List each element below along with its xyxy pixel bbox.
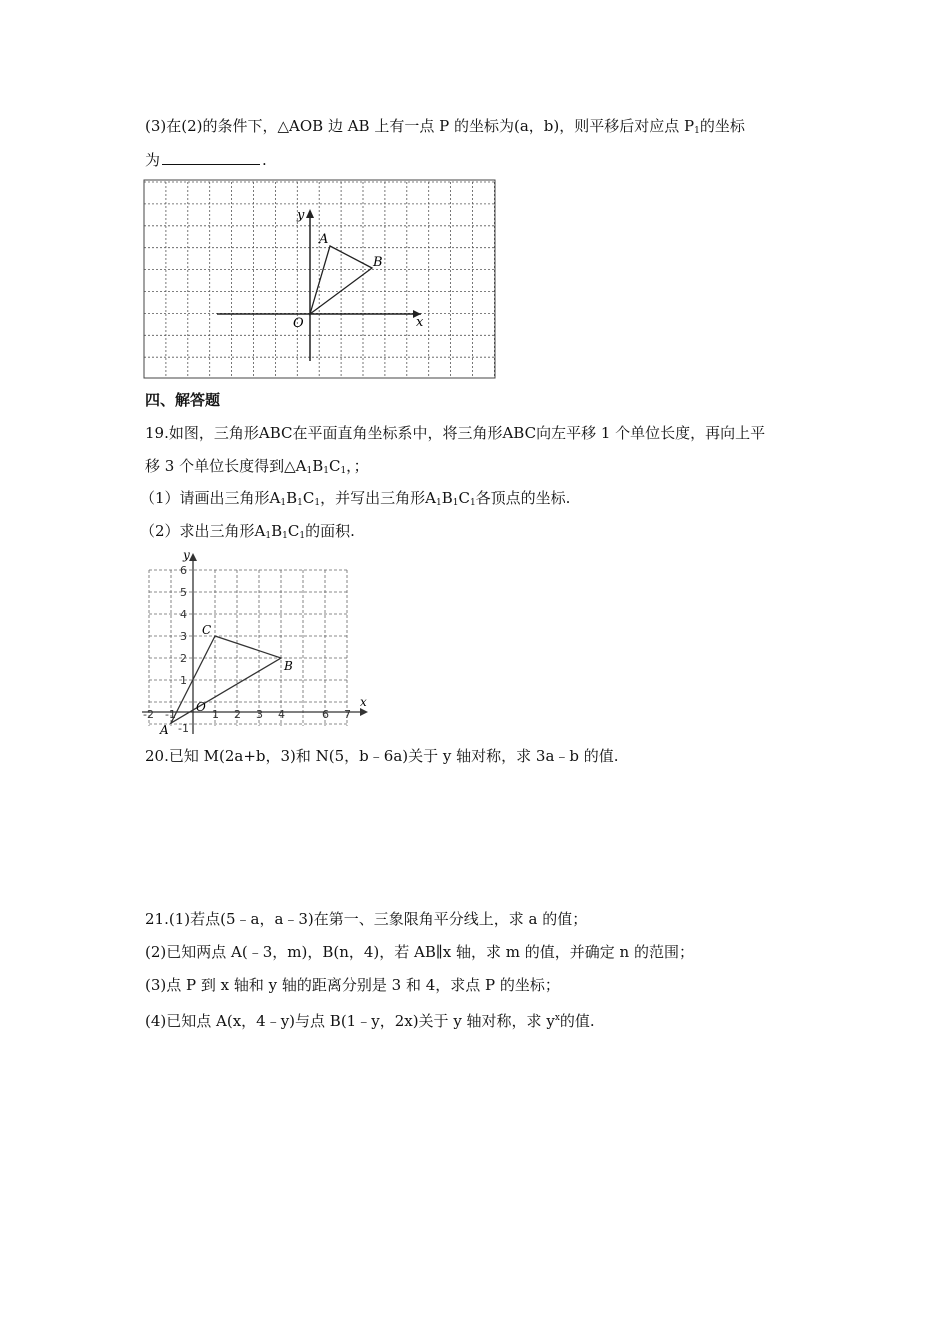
y-tick: 2: [180, 652, 187, 665]
x-tick-labels: [143, 708, 351, 721]
q19-part2: [140, 521, 355, 546]
point-a-label: A: [319, 232, 329, 247]
q19-part2-text: 的面积.: [305, 522, 355, 540]
subscript: 1: [280, 498, 287, 508]
triangle-abc: [171, 636, 281, 723]
x-tick: -1: [165, 708, 176, 721]
q19-part1-text: C: [302, 489, 315, 507]
subscript: 1: [265, 531, 272, 541]
q19-part1-text: ，并写出三角形A: [320, 489, 436, 507]
subscript: 1: [282, 531, 288, 541]
y-tick: 4: [180, 608, 187, 621]
subscript: 1: [452, 498, 459, 508]
superscript: x: [554, 1013, 560, 1023]
q18-text-end: 的坐标: [699, 117, 745, 135]
q18-subscript: 1: [694, 126, 700, 136]
answer-blank[interactable]: [162, 150, 260, 165]
subscript: 1: [306, 466, 313, 476]
section-title: 四、解答题: [145, 391, 221, 409]
q19-text: 移 3 个单位长度得到△A: [145, 457, 307, 475]
x-tick: 2: [234, 708, 241, 721]
q19-line2: [145, 456, 369, 481]
x-axis-label: x: [360, 695, 367, 709]
q19-part1-text: （1）请画出三角形A: [140, 489, 281, 507]
y-axis-label: y: [297, 208, 305, 223]
subscript: 1: [323, 466, 329, 476]
y-axis-label: y: [183, 548, 190, 562]
q19-part1-text: B: [286, 489, 298, 507]
q19-part1-text: B: [441, 489, 453, 507]
subscript: 1: [435, 498, 442, 508]
grid-lines: [149, 570, 347, 726]
q19-part1: [140, 488, 570, 513]
subscript: 1: [314, 498, 321, 508]
y-axis-arrow: [189, 553, 197, 561]
q21-part4-text-end: 的值.: [559, 1012, 595, 1030]
q18-text: (3)在(2)的条件下，△AOB 边 AB 上有一点 P 的坐标为(a，b)，则平移后对应点 P: [145, 117, 695, 135]
origin-label: O: [293, 316, 304, 331]
q21-part4-text: (4)已知点 A(x，4﹣y)与点 B(1﹣y，2x)关于 y 轴对称，求 y: [145, 1012, 555, 1030]
y-tick-labels: [178, 564, 189, 735]
y-tick: 3: [180, 630, 187, 643]
q20-text: 20.已知 M(2a+b，3)和 N(5，b﹣6a)关于 y 轴对称，求 3a﹣b 的值.: [145, 747, 619, 765]
q18-text-prefix: 为: [145, 151, 161, 169]
x-tick: 6: [322, 708, 329, 721]
x-axis-label: x: [416, 315, 424, 330]
q19-part1-text: 各顶点的坐标.: [475, 489, 571, 507]
q21-part3: (3)点 P 到 x 轴和 y 轴的距离分别是 3 和 4，求点 P 的坐标；: [145, 976, 560, 994]
x-axis-arrow: [360, 708, 368, 716]
point-c-label: C: [202, 623, 212, 637]
y-tick: 6: [180, 564, 187, 577]
y-tick: -1: [178, 722, 189, 735]
figure-triangle-abc: [140, 548, 372, 736]
q18-part3-line2: [145, 150, 267, 170]
origin-label: O: [196, 700, 206, 714]
q19-text: C: [328, 457, 341, 475]
y-tick: 1: [180, 674, 187, 687]
q19-part2-text: C: [287, 522, 300, 540]
y-axis-arrow: [306, 209, 314, 218]
figure-triangle-aob: [143, 179, 497, 380]
subscript: 1: [297, 498, 303, 508]
subscript: 1: [299, 531, 306, 541]
q18-part3-line1: [145, 116, 745, 141]
q19-part2-text: （2）求出三角形A: [140, 522, 266, 540]
x-tick: 3: [256, 708, 263, 721]
subscript: 1: [469, 498, 476, 508]
q19-part1-text: C: [458, 489, 470, 507]
point-a-label: A: [160, 723, 169, 736]
q18-text-period: .: [262, 151, 267, 169]
q21-part1: 21.(1)若点(5﹣a，a﹣3)在第一、三象限角平分线上，求 a 的值；: [145, 910, 588, 928]
x-tick: 4: [278, 708, 285, 721]
q21-part2: (2)已知两点 A(﹣3，m)，B(n，4)，若 AB∥x 轴，求 m 的值，并确定 n 的范围；: [145, 943, 694, 961]
point-b-label: B: [284, 659, 293, 673]
y-tick: 5: [180, 586, 187, 599]
q19-text: ，；: [346, 457, 369, 475]
x-tick: 1: [212, 708, 219, 721]
q19-text: B: [312, 457, 324, 475]
x-tick: -2: [143, 708, 154, 721]
x-tick: 7: [344, 708, 351, 721]
subscript: 1: [340, 466, 347, 476]
q21-part4: [145, 1008, 595, 1031]
q19-line1: 19.如图，三角形ABC在平面直角坐标系中，将三角形ABC向左平移 1 个单位长度，再向上平: [145, 424, 766, 442]
point-b-label: B: [373, 255, 383, 270]
q19-part2-text: B: [271, 522, 283, 540]
